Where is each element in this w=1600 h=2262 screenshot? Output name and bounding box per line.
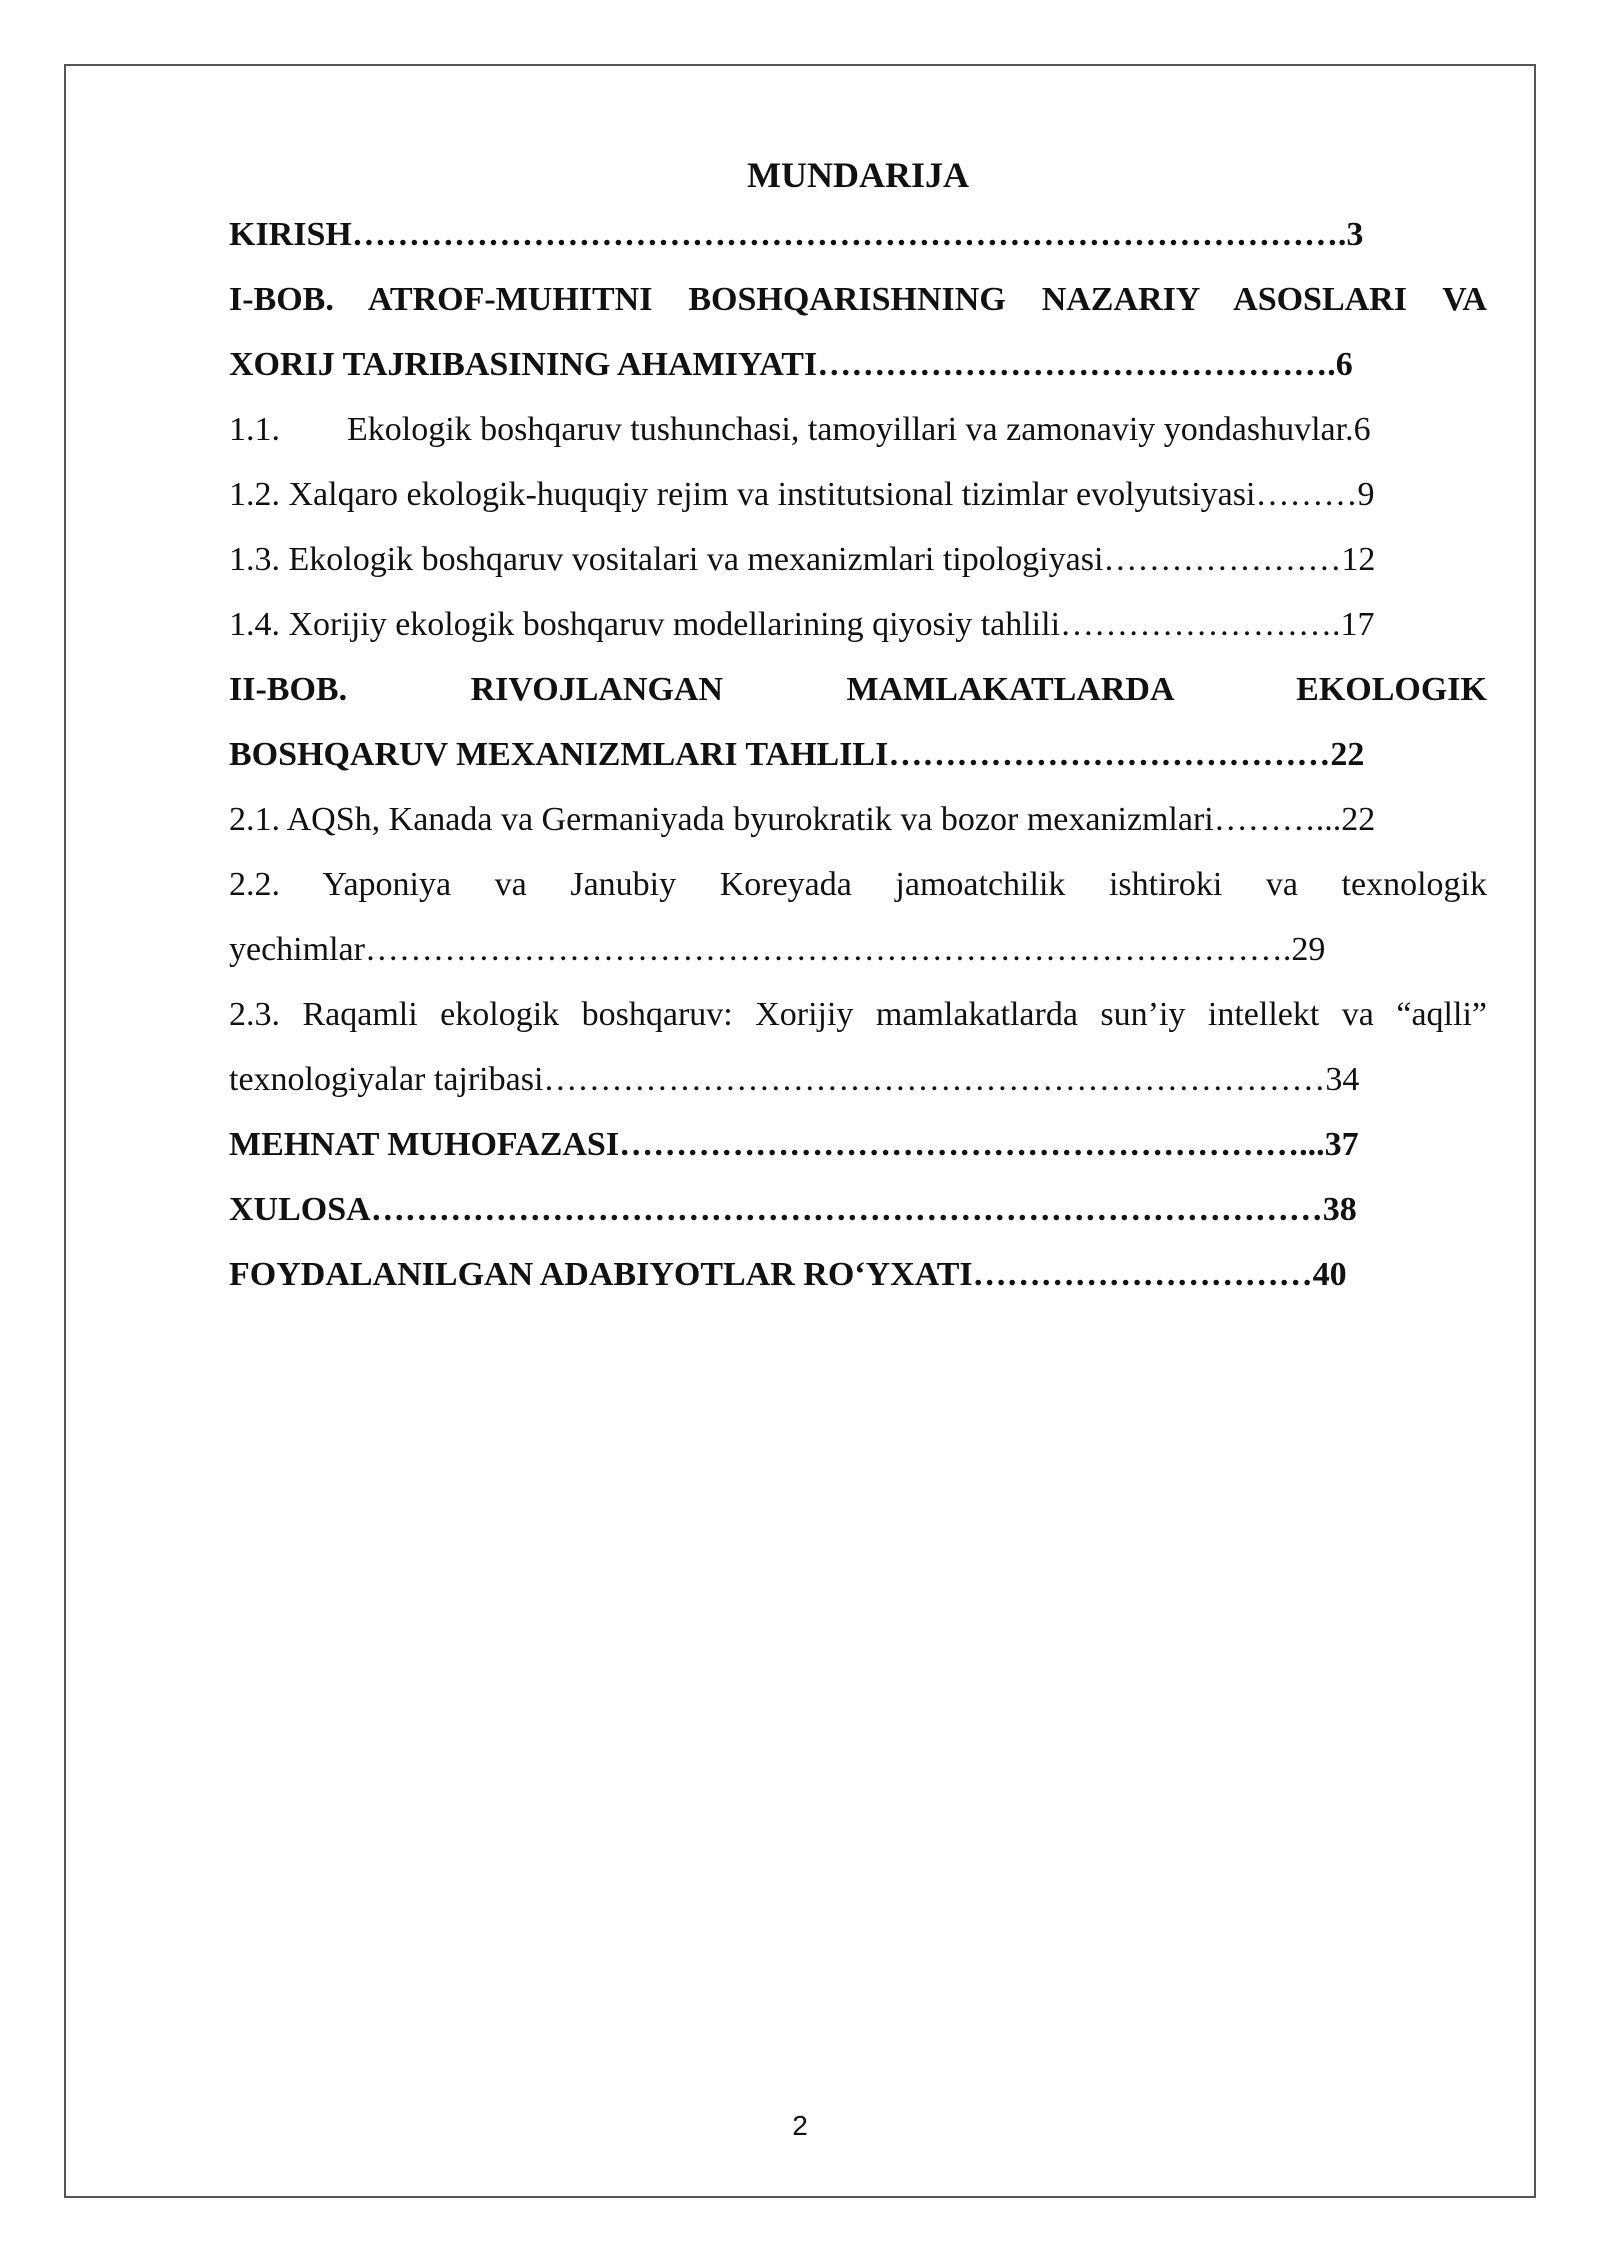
toc-entry-chapter-1-line-1[interactable]: I-BOB. ATROF-MUHITNI BOSHQARISHNING NAZARIY ASOSLARI VA [229, 281, 1487, 318]
toc-entry-mehnat-muhofazasi[interactable]: MEHNAT MUHOFAZASI……………………………………………………...37 [229, 1126, 1359, 1163]
toc-entry-2-3-line-1[interactable]: 2.3. Raqamli ekologik boshqaruv: Xorijiy mamlakatlarda sun’iy intellekt va “aqlli” [229, 996, 1487, 1033]
toc-entry-2-3-line-2[interactable]: texnologiyalar tajribasi……………………………………………………………34 [229, 1061, 1360, 1098]
toc-entry-text: Ekologik boshqaruv tushunchasi, tamoyillari va zamonaviy yondashuvlar.6 [347, 411, 1371, 448]
toc-entry-2-2-line-2[interactable]: yechimlar……………………………………………………………………….29 [229, 931, 1326, 968]
toc-entry-1-1[interactable] [229, 397, 1487, 462]
toc-entry-xulosa[interactable]: XULOSA…………………………………………………………………………38 [229, 1191, 1357, 1228]
toc-entry-1-3[interactable]: 1.3. Ekologik boshqaruv vositalari va mexanizmlari tipologiyasi…………………12 [229, 541, 1376, 578]
toc-entry-adabiyotlar[interactable]: FOYDALANILGAN ADABIYOTLAR RO‘YXATI…………………………40 [229, 1256, 1347, 1293]
toc-entry-chapter-1-line-2[interactable]: XORIJ TAJRIBASINING AHAMIYATI……………………………………….6 [229, 346, 1353, 383]
toc-entry-1-2[interactable]: 1.2. Xalqaro ekologik-huquqiy rejim va institutsional tizimlar evolyutsiyasi………9 [229, 476, 1375, 513]
page-number: 2 [792, 2110, 808, 2141]
toc-entry-2-1[interactable]: 2.1. AQSh, Kanada va Germaniyada byurokratik va bozor mexanizmlari………...22 [229, 801, 1376, 838]
toc-entry-2-2-line-1[interactable]: 2.2. Yaponiya va Janubiy Koreyada jamoatchilik ishtiroki va texnologik [229, 866, 1487, 903]
toc-entry-chapter-2-line-1[interactable]: II-BOB. RIVOJLANGAN MAMLAKATLARDA EKOLOGIK [229, 671, 1487, 708]
toc-entry-chapter-2-line-2[interactable]: BOSHQARUV MEXANIZMLARI TAHLILI…………………………………22 [229, 736, 1365, 773]
toc-entry-kirish[interactable]: KIRISH…………………………………………………………………………….3 [229, 216, 1364, 253]
toc-entry-number: 1.1. [229, 411, 280, 448]
toc-title: MUNDARIJA [747, 155, 969, 195]
table-of-contents [229, 148, 1487, 1307]
toc-entry-1-4[interactable]: 1.4. Xorijiy ekologik boshqaruv modellarining qiyosiy tahlili…………………….17 [229, 606, 1375, 643]
